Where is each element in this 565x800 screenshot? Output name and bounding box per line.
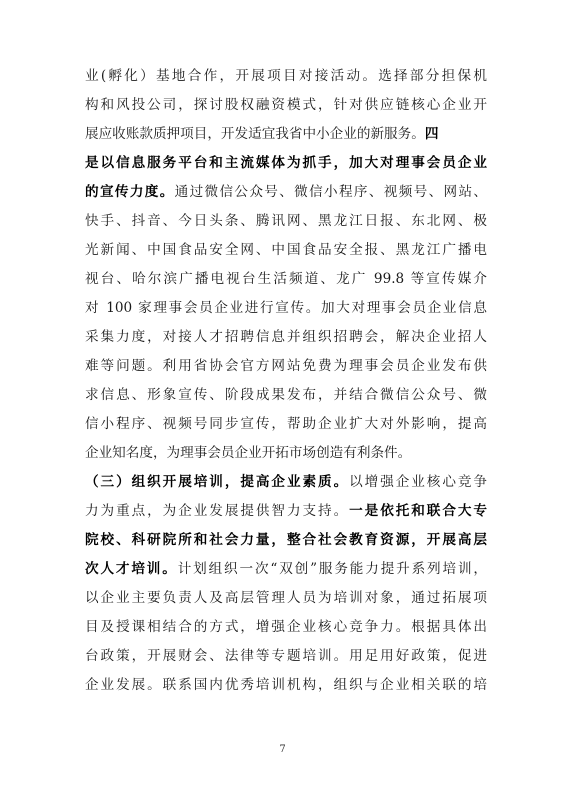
text-run: 目及授课相结合的方式，增强企业核心竞争力。根据具体出 (85, 619, 487, 635)
text-run: 企业知名度，为理事会员企业开拓市场创造有利条件。 (85, 445, 412, 461)
bold-text-run: 一是依托和联合大专 (349, 503, 488, 519)
text-line (85, 613, 487, 642)
page-number: 7 (279, 744, 286, 755)
text-line (85, 642, 487, 671)
text-line (85, 555, 487, 584)
text-line (85, 497, 487, 526)
text-line (85, 468, 487, 497)
bold-text-run: 是以信息服务平台和主流媒体为抓手，加大对理事会员企业 (85, 155, 487, 171)
text-run: 以增强企业核心竞争 (349, 474, 488, 490)
bold-text-run: 院校、科研院所和社会力量，整合社会教育资源，开展高层 (85, 532, 487, 548)
text-run: 展应收账款质押项目，开发适宜我省中小企业的新服务。 (85, 126, 425, 142)
bold-text-run: （三）组织开展培训，提高企业素质。 (85, 474, 350, 490)
text-line (85, 323, 487, 352)
text-line (85, 671, 487, 700)
text-run: 通过微信公众号、微信小程序、视频号、网站、 (174, 184, 488, 200)
text-run: 业(孵化）基地合作，开展项目对接活动。选择部分担保机 (85, 68, 487, 84)
bold-text-run: 次人才培训。 (85, 561, 178, 577)
text-run: 信小程序、视频号同步宣传，帮助企业扩大对外影响，提高 (85, 416, 487, 432)
text-run: 视台、哈尔滨广播电视台生活频道、龙广 99.8 等宣传媒介 (85, 271, 487, 287)
text-line (85, 294, 487, 323)
text-run: 难等问题。利用省协会官方网站免费为理事会员企业发布供 (85, 358, 487, 374)
text-run: 构和风投公司，探讨股权融资模式，针对供应链核心企业开 (85, 97, 487, 113)
text-line (85, 62, 487, 91)
document-body (85, 62, 487, 700)
text-line (85, 584, 487, 613)
text-run: 企业发展。联系国内优秀培训机构，组织与企业相关联的培 (85, 677, 487, 693)
text-line (85, 352, 487, 381)
text-line (85, 381, 487, 410)
text-line (85, 410, 487, 439)
text-run: 快手、抖音、今日头条、腾讯网、黑龙江日报、东北网、极 (85, 213, 487, 229)
text-line (85, 439, 487, 468)
text-run: 计划组织一次“双创”服务能力提升系列培训， (177, 561, 487, 577)
text-line (85, 149, 487, 178)
text-line (85, 207, 487, 236)
text-run: 力为重点，为企业发展提供智力支持。 (85, 503, 350, 519)
text-run: 采集力度，对接人才招聘信息并组织招聘会，解决企业招人 (85, 329, 487, 345)
text-line (85, 526, 487, 555)
text-run: 求信息、形象宣传、阶段成果发布，并结合微信公众号、微 (85, 387, 487, 403)
text-line (85, 91, 487, 120)
text-line (85, 265, 487, 294)
text-run: 光新闻、中国食品安全网、中国食品安全报、黑龙江广播电 (85, 242, 487, 258)
text-line (85, 178, 487, 207)
text-run: 以企业主要负责人及高层管理人员为培训对象，通过拓展项 (85, 590, 487, 606)
text-run: 对 100 家理事会员企业进行宣传。加大对理事会员企业信息 (85, 300, 487, 316)
text-line (85, 120, 487, 149)
bold-text-run: 的宣传力度。 (85, 184, 175, 200)
bold-text-run: 四 (424, 126, 439, 142)
text-line (85, 236, 487, 265)
text-run: 台政策，开展财会、法律等专题培训。用足用好政策，促进 (85, 648, 487, 664)
